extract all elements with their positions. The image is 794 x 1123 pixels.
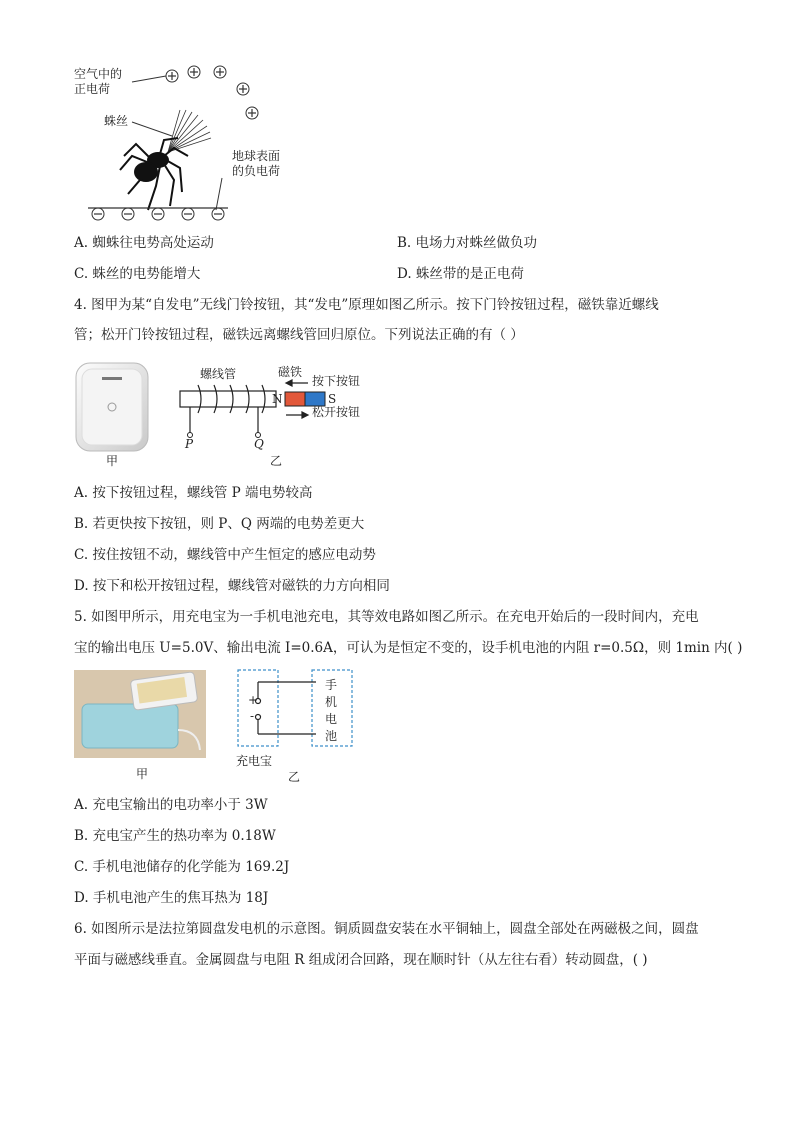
arrow-right-icon [302, 412, 308, 418]
q4-option-b: B. 若更快按下按钮，则 P、Q 两端的电势差更大 [74, 516, 365, 532]
power-bank-icon [82, 704, 178, 748]
q3-option-b: B. 电场力对蛛丝做负功 [397, 235, 538, 251]
q5-option-d: D. 手机电池产生的焦耳热为 18J [74, 890, 269, 906]
label-ground-2: 的负电荷 [232, 164, 281, 178]
q4-stem-line1: 4. 图甲为某“自发电”无线门铃按钮，其“发电”原理如图乙所示。按下门铃按钮过程，磁铁靠近螺线 [74, 297, 659, 313]
label-phone-4: 池 [325, 729, 338, 743]
label-phone-1: 手 [325, 678, 338, 692]
label-release: 松开按钮 [312, 405, 361, 419]
label-ground-1: 地球表面 [232, 149, 281, 163]
label-yi-q5: 乙 [288, 770, 301, 784]
q3-option-d: D. 蛛丝带的是正电荷 [397, 266, 524, 282]
q4-option-d: D. 按下和松开按钮过程，螺线管对磁铁的力方向相同 [74, 578, 390, 594]
magnet-s-pole [305, 392, 325, 406]
q6-stem-line1: 6. 如图所示是法拉第圆盘发电机的示意图。铜质圆盘安装在水平铜轴上，圆盘全部处在两磁极之间，圆盘 [74, 921, 699, 937]
q5-stem-line2: 宝的输出电压 U=5.0V、输出电流 I=0.6A，可认为是恒定不变的，设手机电池的内阻 r=0.5Ω，则 1min 内( ) [74, 640, 743, 656]
label-yi: 乙 [270, 454, 283, 468]
q4-stem-line2: 管；松开门铃按钮过程，磁铁远离螺线管回归原位。下列说法正确的有（ ） [74, 327, 524, 343]
label-s: S [328, 392, 337, 406]
label-q: Q [254, 437, 264, 451]
label-air-charges-1: 空气中的 [74, 67, 123, 81]
q3-option-c: C. 蛛丝的电势能增大 [74, 266, 201, 282]
q5-option-a: A. 充电宝输出的电功率小于 3W [74, 797, 268, 813]
label-silk: 蛛丝 [104, 114, 129, 128]
label-power-bank: 充电宝 [236, 754, 273, 768]
q3-option-a: A. 蜘蛛往电势高处运动 [74, 235, 214, 251]
label-phone-3: 电 [325, 712, 338, 726]
label-p: P [185, 437, 194, 451]
label-plus: + [248, 693, 259, 707]
q6-stem-line2: 平面与磁感线垂直。金属圆盘与电阻 R 组成闭合回路，现在顺时针（从左往右看）转动圆盘，( ) [74, 952, 648, 968]
arrow-left-icon [286, 380, 292, 386]
label-phone-2: 机 [325, 695, 338, 709]
doorbell-photo [74, 361, 150, 453]
label-jia-q5: 甲 [136, 767, 149, 781]
label-jia: 甲 [106, 454, 119, 468]
q5-stem-line1: 5. 如图甲所示，用充电宝为一手机电池充电，其等效电路如图乙所示。在充电开始后的一段时间内，充电 [74, 609, 699, 625]
label-air-charges-2: 正电荷 [74, 82, 111, 96]
magnet-n-pole [285, 392, 305, 406]
label-n: N [272, 392, 283, 406]
q5-option-b: B. 充电宝产生的热功率为 0.18W [74, 828, 276, 844]
q4-option-c: C. 按住按钮不动，螺线管中产生恒定的感应电动势 [74, 547, 376, 563]
label-minus: - [250, 709, 255, 723]
spider-figure [70, 60, 310, 225]
label-press: 按下按钮 [312, 374, 361, 388]
label-solenoid: 螺线管 [200, 367, 237, 381]
label-magnet: 磁铁 [278, 365, 303, 379]
q5-option-c: C. 手机电池储存的化学能为 169.2J [74, 859, 290, 875]
charging-figure [70, 664, 370, 786]
q4-option-a: A. 按下按钮过程，螺线管 P 端电势较高 [74, 485, 313, 501]
doorbell-figure [70, 355, 390, 473]
power-bank-photo [74, 670, 206, 758]
